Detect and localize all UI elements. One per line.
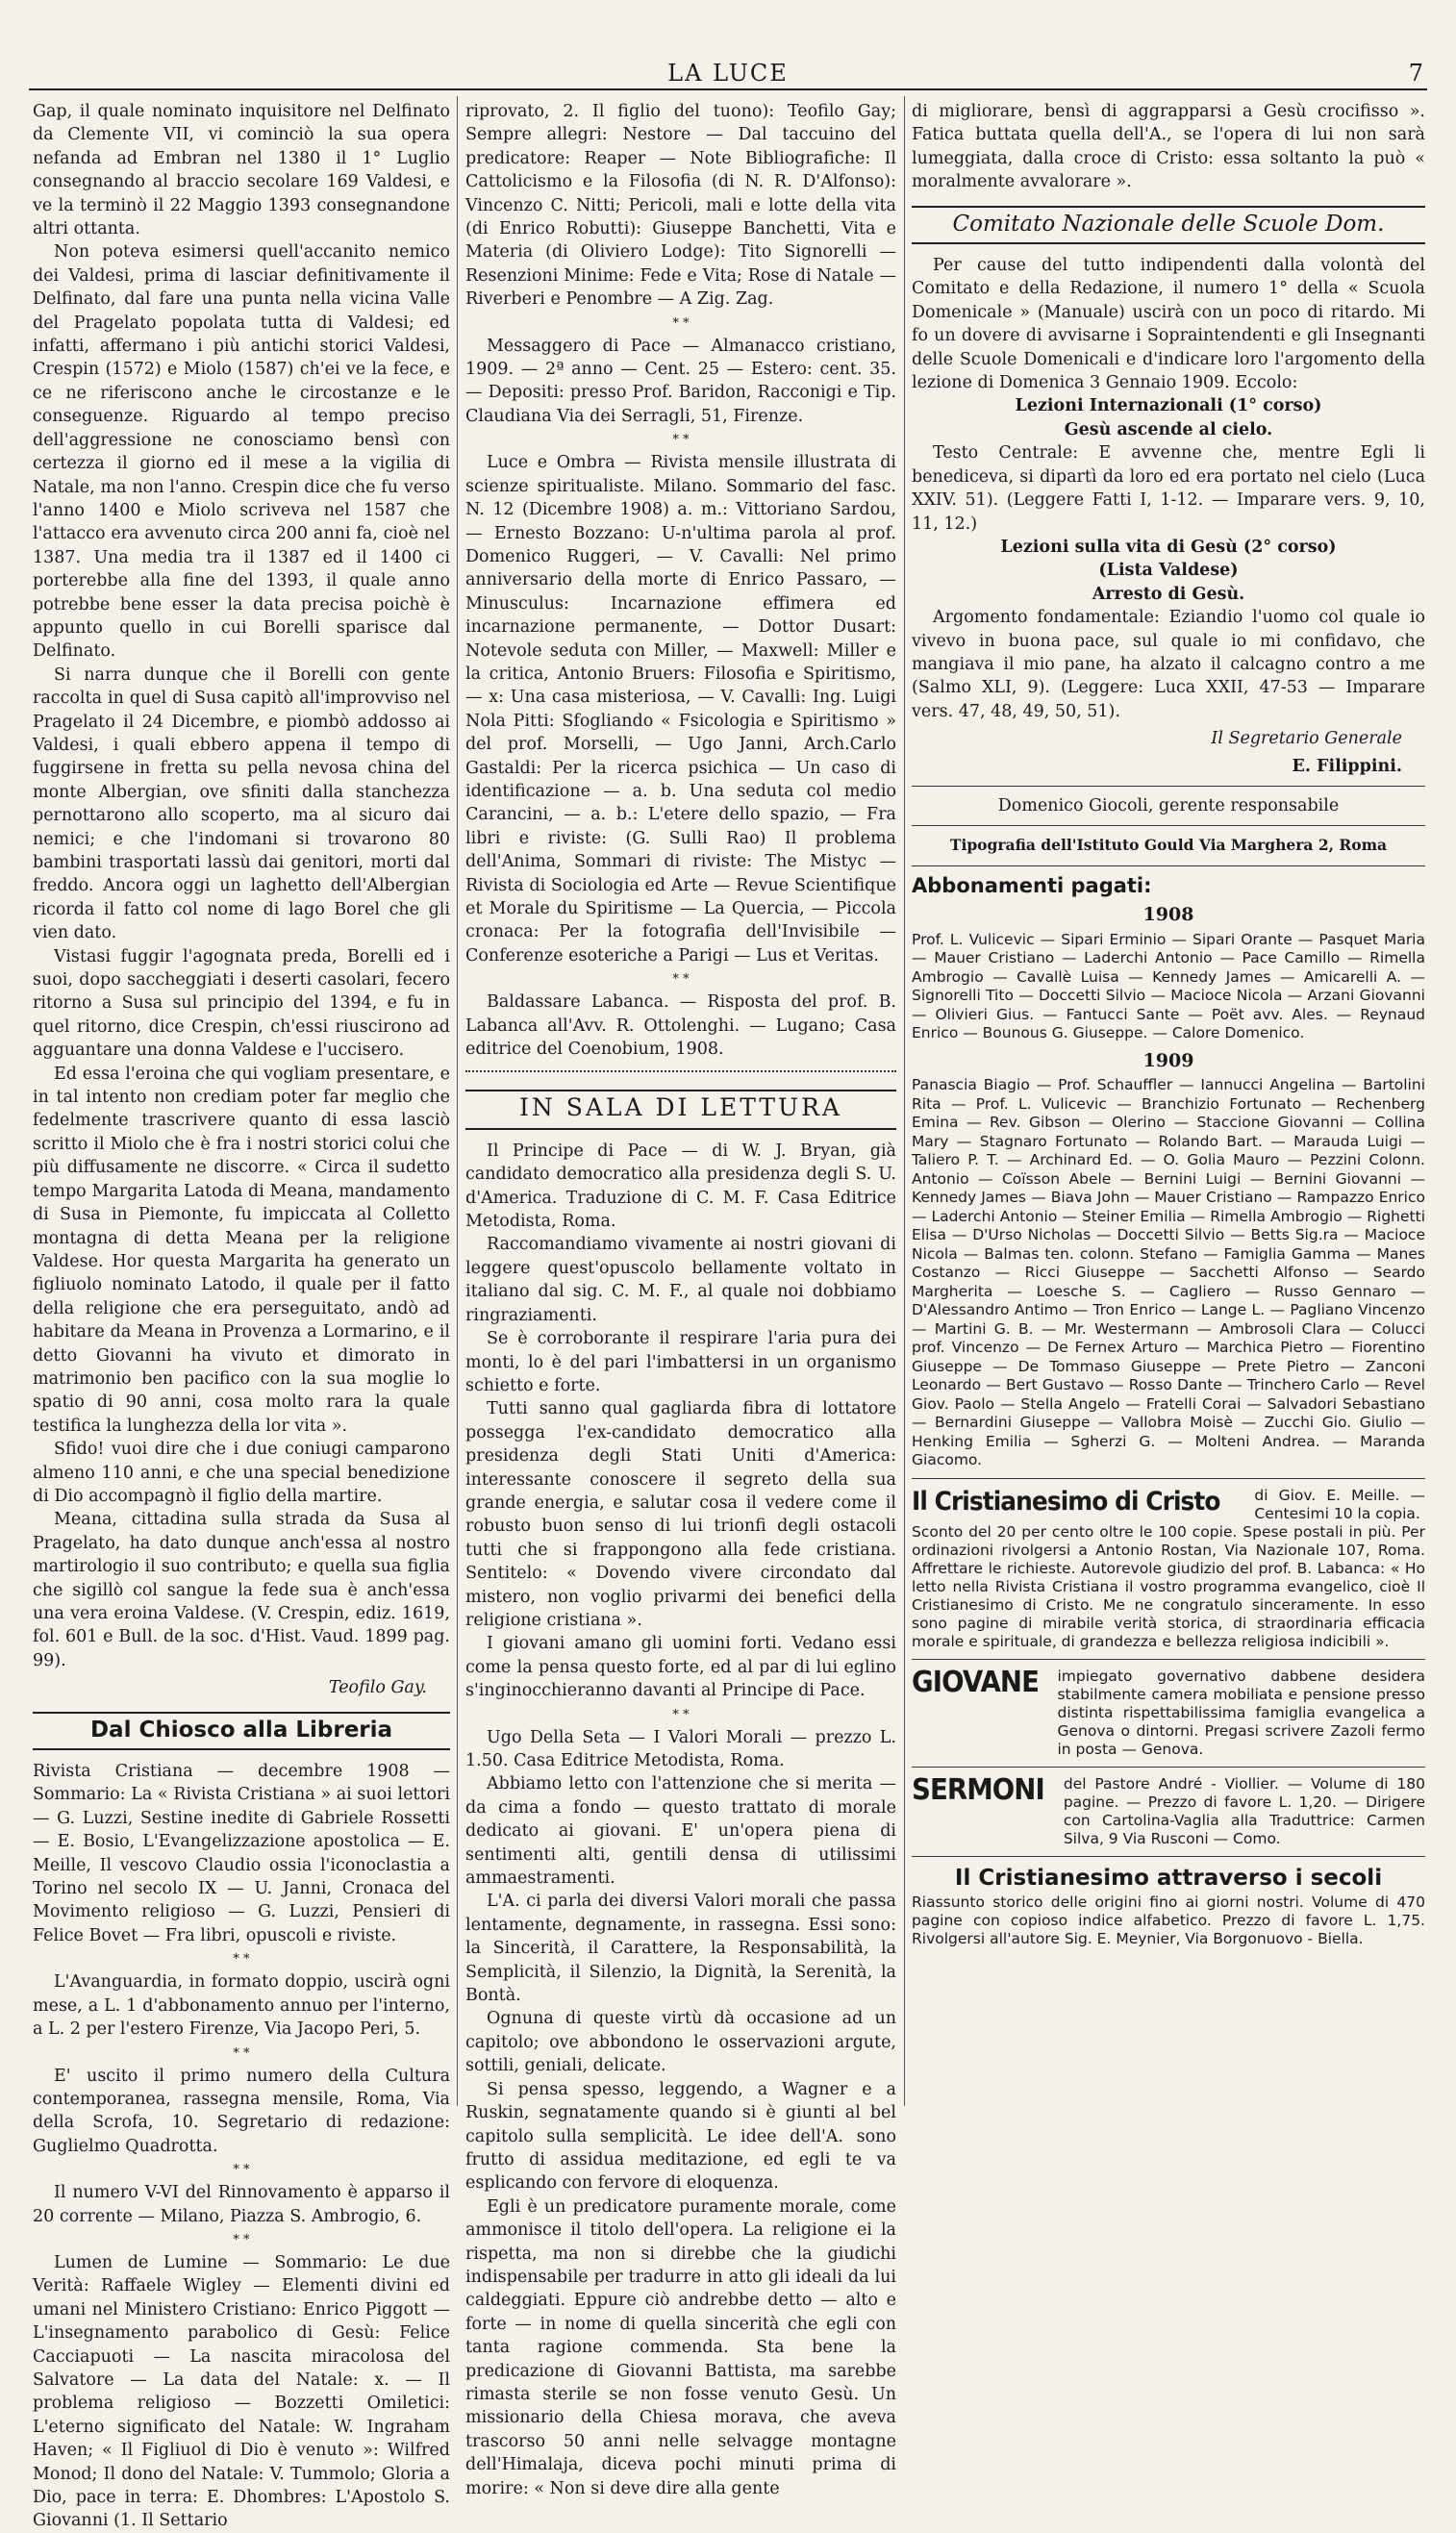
ad-body: Sconto del 20 per cento oltre le 100 copie. Spese postali in più. Per ordinazioni rivolgersi a Antonio Rostan, Via Nazionale 107, Roma. Affrettare le richieste. Autorevole giudizio del prof. B. Labanca: « Ho letto nella Rivista Cristiana il vostro programma evangelico, cioè Il Cristianesimo di Cristo. Me ne congratulo sinceramente. In esso sono pagine di mirabile verità storica, di straordinaria efficacia morale e spirituale, di grandezza e bellezza religiosa indicibili ». [912,1522,1425,1650]
column-divider [457,96,458,2106]
article-signature: Teofilo Gay. [328,1678,427,1698]
lesson-subtitle: (Lista Valdese) [1098,561,1239,581]
section-header [912,206,1425,244]
article-paragraph: L'A. ci parla dei diversi Valori morali che passa lentamente, degnamente, in rassegna. Essi sono: la Sincerità, il Carattere, la Responsabilità, la Semplicità, il Silenzio, la Dignità, la Serenità, la Bontà. [465,1892,896,2006]
page-number: 7 [1408,60,1423,87]
article-paragraph: Ugo Della Seta — I Valori Morali — prezzo L. 1.50. Casa Editrice Metodista, Roma. [465,1727,896,1770]
article-paragraph: Si narra dunque che il Borelli con gente raccolta in quel di Susa capitò all'improvviso nel Pragelato il 24 Dicembre, e piombò addosso ai Valdesi, i quali ebbero appena il tempo di fuggirsene in fretta su pella nevosa china del monte Albergian, ove sfiniti dalla stanchezza pernottarono allo scoperto, ma al sicuro dai nemici; e che l'indomani si trovarono 80 bambini trasportati lassù dai genitori, morti dal freddo. Ancora oggi un laghetto dell'Albergian ricorda il fatto col nome di lago Borel che gli vien dato. [33,665,450,943]
separator-stars: * * [672,433,690,448]
section-title: Dal Chiosco alla Libreria [89,1717,393,1743]
section-header [465,1090,896,1129]
lesson-text: Testo Centrale: E avvenne che, mentre Egli li benediceva, si dipartì da loro ed era portato nel cielo (Luca XXIV. 51). (Leggere Fatti I, 1-12. — Imparare vers. 9, 10, 11, 12.) [912,443,1425,534]
column-divider [904,96,905,2106]
article-paragraph: Per cause del tutto indipendenti dalla volontà del Comitato e della Redazione, il numero 1° della « Scuola Domenicale » (Manuale) uscirà con un poco di ritardo. Mi fo un dovere di avvisarne i Sopraintendenti e gli Insegnanti delle Scuole Domenicali e d'indicare loro l'argomento della lezione di Domenica 3 Gennaio 1909. Eccolo: [912,256,1425,393]
article-paragraph: di migliorare, bensì di aggrapparsi a Gesù crocifisso ». Fatica buttata quella dell'A., se l'opera di lui non sarà lumeggiata, dalla croce di Cristo: essa soltanto la può « moralmente avvalorare ». [912,102,1425,192]
review-item: E' uscito il primo numero della Cultura contemporanea, rassegna mensile, Roma, Via della Scrofa, 10. Segretario di redazione: Guglielmo Quadrotta. [33,2066,450,2156]
ad-headline: Il Cristianesimo di Cristo [912,1486,1220,1517]
ad-body: impiegato governativo dabbene desidera stabilmente camera mobiliata e pensione presso distinta rispettabilissima famiglia evangelica a Genova o dintorni. Pregasi scrivere Zazoli fermo in posta — Genova. [1057,1667,1425,1758]
article-paragraph: Abbiamo letto con l'attenzione che si merita — da cima a fondo — questo trattato di morale dedicato ai giovani. E' un'opera piena di sentimenti alti, gentili densa di utilissimi ammaestramenti. [465,1774,896,1889]
secretary-name: E. Filippini. [1292,756,1402,776]
review-item: Rivista Cristiana — decembre 1908 — Sommario: La « Rivista Cristiana » ai suoi lettori — G. Luzzi, Sestine inedite di Gabriele Rossetti — E. Bosio, L'Evangelizzazione apostolica — E. Meille, Il vescovo Claudio ossia l'iconoclastia a Torino nel secolo IX — U. Janni, Cronaca del Movimento religioso — G. Luzzi, Pensieri di Felice Bovet — Fra libri, opuscoli e riviste. [33,1762,450,1945]
divider [912,1856,1425,1857]
separator-stars: * * [672,972,690,988]
article-paragraph: Ognuna di queste virtù dà occasione ad un capitolo; ove abbondono le osservazioni argute, sottili, geniali, delicate. [465,2009,896,2076]
lesson-subtitle: Gesù ascende al cielo. [1064,419,1273,439]
ad-side-text: di Giov. E. Meille. — Centesimi 10 la copia. [1254,1486,1425,1522]
ad-headline: GIOVANE [912,1665,1040,1699]
lesson-title: Lezioni sulla vita di Gesù (2° corso) [1000,537,1337,557]
review-item: Luce e Ombra — Rivista mensile illustrata di scienze spiritualiste. Milano. Sommario del fasc. N. 12 (Dicembre 1908) a. m.: Vittoriano Sardou, — Ernesto Bozzano: U-n'ultima parola al prof. Domenico Ruggeri, — V. Cavalli: Nel primo anniversario della morte di Enrico Passaro, — Minusculus: Incarnazione effimera ed incarnazione permanente, — Dottor Dusart: Notevole seduta con Miller, — Maxwell: Miller e la critica, Antonio Bruers: Filosofia e Spiritismo, — x: Una casa misteriosa, — V. Cavalli: Ing. Luigi Nola Pitti: Sfogliando « Fsicologia e Spiritismo » del prof. Morselli, — Ugo Janni, Arch.Carlo Gastaldi: Per la ricerca psichica — Un caso di identificazione — a. b. Una seduta col medio Carancini, — a. b.: L'etere dello spazio, — Fra libri e riviste: (G. Sulli Rao) Il problema dell'Anima, Sommari di riviste: The Mistyc — Rivista di Sociologia ed Arte — Revue Scientifique et Morale du Spiritisme — La Quercia, — Piccola cronaca: Per la fotografia dell'Invisibile — Conferenze esoteriche a Parigi — Lus et Veritas. [465,453,896,966]
separator-stars: * * [233,2045,250,2061]
separator-stars: * * [233,2163,250,2178]
article-paragraph: Tutti sanno qual gagliarda fibra di lottatore possegga l'ex-candidato democratico alla presidenza degli Stati Uniti d'America: interessante conoscere il segreto della sua grande energia, e salutar cosa il vedere come il robusto buon senso di lui trionfi degli ostacoli tutti che si frappongono alla fede cristiana. Sentitelo: « Dovendo vivere circondato dal mistero, non voglio privarmi dei benefici della religione cristiana ». [465,1399,896,1630]
separator-stars: * * [672,1707,690,1722]
article-paragraph: Meana, cittadina sulla strada da Susa al Pragelato, ha dato dunque anch'essa al nostro martirologio il suo contributo; e quella sua figlia che sigillò col sangue la fede sua è anch'essa una vera eroina Valdese. (V. Crespin, ediz. 1619, fol. 601 e Bull. de la soc. d'Hist. Vaud. 1899 pag. 99). [33,1510,450,1670]
review-item: L'Avanguardia, in formato doppio, uscirà ogni mese, a L. 1 d'abbonamento annuo per l'interno, a L. 2 per l'estero Firenze, Via Jacopo Peri, 5. [33,1972,450,2040]
lesson-subtitle: Arresto di Gesù. [1092,584,1245,604]
divider [912,1767,1425,1768]
article-paragraph: Si pensa spesso, leggendo, a Wagner e a Ruskin, segnatamente quando si è giunti al bel capitolo sulla semplicità. Le idee dell'A. sono frutto di assidua meditazione, ed egli te va esplicando con fervore di eloquenza. [465,2079,896,2194]
subscriber-list: Prof. L. Vulicevic — Sipari Erminio — Sipari Orante — Pasquet Maria — Mauer Cristiano — Laderchi Antonio — Pace Camillo — Rimella Ambrogio — Cavallè Luisa — Kennedy James — Amicarelli A. — Signorelli Tito — Doccetti Silvio — Macioce Nicola — Arzani Giovanni — Olivieri Gius. — Fantucci Sante — Poët avv. Ales. — Reynaud Enrico — Bounous G. Giuseppe. — Calore Domenico. [912,930,1425,1042]
page-header [29,60,1427,90]
newspaper-title: LA LUCE [667,60,789,87]
column-2 [465,100,896,2500]
review-item: Il numero V-VI del Rinnovamento è apparso il 20 corrente — Milano, Piazza S. Ambrogio, 6. [33,2183,450,2226]
year-heading: 1909 [1142,1049,1194,1071]
article-paragraph: Ed essa l'eroina che qui vogliam presentare, e in tal intento non crediam poter far meglio che fedelmente trascrivere quanto di essa lasciò scritto il Miolo che è fra i nostri storici colui che più diffusamente ne discorre. « Circa il sudetto tempo Margarita Latoda di Meana, mandamento di Susa in Piemonte, fu impiccata al Colletto montagna di detta Meana per la religione Valdese. Hor questa Margarita ha generato un figliuolo nominato Latodo, il quale per il fatto della religione che era perseguitato, andò ad habitare da Meana in Provenza a Lormarino, e il detto Giovanni ha vivuto et dimorato in matrimonio ben pacifico con la sua moglie lo spatio di 90 anni, cosa molto rara la quale testifica la lunghezza della lor vita ». [33,1064,450,1436]
article-paragraph: I giovani amano gli uomini forti. Vedano essi come la pensa questo forte, ed al par di lui eglino s'inginocchieranno davanti al Principe di Pace. [465,1634,896,1701]
article-paragraph: Non poteva esimersi quell'accanito nemico dei Valdesi, prima di lasciar definitivamente il Delfinato, dal fare una punta nella vicina Valle del Pragelato popolata tutta di Valdesi; ed infatti, affermano i più antichi storici Valdesi, Crespin (1572) e Miolo (1587) ch'ei ve la fece, e ce ne riferiscono anche le circostanze e le conseguenze. Riguardo al tempo preciso dell'aggressione ne conosciamo bensì con certezza il giorno ed il mese a la vigilia di Natale, ma non l'anno. Crespin dice che fu verso l'anno 1400 e Miolo scriveva nel 1587 che l'attacco era avvenuto circa 200 anni fa, cioè nel 1387. Una media tra il 1387 ed il 1400 ci porterebbe alla fine del 1393, il quale anno potrebbe bene esser la data precisa poichè è appunto quello in cui Borelli sparisce dal Delfinato. [33,242,450,662]
abbonamenti-title: Abbonamenti pagati: [912,873,1152,897]
tipografia-line: Tipografia dell'Istituto Gould Via Marghera 2, Roma [949,836,1388,855]
column-1 [33,100,450,2533]
divider [912,1478,1425,1479]
divider [912,825,1425,826]
separator-stars: * * [233,2232,250,2247]
ad-headline: SERMONI [912,1772,1044,1807]
advertisement [912,1772,1425,1848]
review-item: riprovato, 2. Il figlio del tuono): Teofilo Gay; Sempre allegri: Nestore — Dal taccuino del predicatore: Reaper — Note Bibliografiche: Il Cattolicismo e la Filosofia (di N. R. D'Alfonso): Vincenzo C. Nitti; Pericoli, mali e lotte della vita (di Enrico Robutti): Giuseppe Banchetti, Vita e Materia (di Oliviero Lodge): Tito Signorelli — Resenzioni Minime: Fede e Vita; Rose di Natale — Riverberi e Penombre — A Zig. Zag. [465,102,896,310]
article-paragraph: Il Principe di Pace — di W. J. Bryan, già candidato democratico alla presidenza degli S. U. d'America. Traduzione di C. M. F. Casa Editrice Metodista, Roma. [465,1141,896,1232]
article-paragraph: Vistasi fuggir l'agognata preda, Borelli ed i suoi, dopo saccheggiati i deserti casolari, fecero ritorno a Susa sul principio del 1394, e fu in quel ritorno, dice Crespin, ch'essi riuscirono ad agguantare una donna Valdese e l'uccisero. [33,946,450,1061]
article-paragraph: Sfido! vuoi dire che i due coniugi camparono almeno 110 anni, e che una special benedizione di Dio accompagnò il figlio della martire. [33,1440,450,1506]
section-title: IN SALA DI LETTURA [519,1093,842,1122]
ad-headline: Il Cristianesimo attraverso i secoli [954,1865,1383,1891]
review-item: Messaggero di Pace — Almanacco cristiano, 1909. — 2ª anno — Cent. 25 — Estero: cent. 35. — Depositi: presso Prof. Baridon, Racconigi e Tip. Claudiana Via dei Serragli, 51, Firenze. [465,336,896,426]
section-title: Comitato Nazionale delle Scuole Dom. [952,211,1385,237]
separator-stars: * * [233,1952,250,1968]
ad-body: Riassunto storico delle origini fino ai giorni nostri. Volume di 470 pagine con copioso indice alfabetico. Prezzo di favore L. 1,75. Rivolgersi all'autore Sig. E. Meynier, Via Borgonuovo - Biella. [912,1893,1425,1947]
section-header [33,1712,450,1750]
advertisement [912,1487,1425,1523]
review-item: Baldassare Labanca. — Risposta del prof. B. Labanca all'Avv. R. Ottolenghi. — Lugano; Casa editrice del Coenobium, 1908. [465,992,896,1060]
wavy-divider [465,1070,896,1078]
divider [912,865,1425,866]
gerente-line: Domenico Giocoli, gerente responsabile [997,795,1340,815]
lesson-title: Lezioni Internazionali (1° corso) [1015,396,1322,416]
separator-stars: * * [672,315,690,331]
year-heading: 1908 [1142,904,1194,926]
divider [912,1659,1425,1660]
advertisement [912,1665,1425,1759]
divider [912,786,1425,787]
review-item: Lumen de Lumine — Sommario: Le due Verità: Raffaele Wigley — Elementi divini ed umani nel Ministero Cristiano: Enrico Piggott — L'insegnamento parabolico di Gesù: Felice Cacciapuoti — La nascita miracolosa del Salvatore — La data del Natale: x. — Il problema religioso — Bozzetti Omiletici: L'eterno significato del Natale: W. Ingraham Haven; « Il Figliuol di Dio è venuto »: Wilfred Monod; Il dono del Natale: V. Tummolo; Gloria a Dio, pace in terra: E. Dhombres: L'Apostolo S. Giovanni (1. Il Settario [33,2252,450,2531]
ad-body: del Pastore André - Viollier. — Volume di 180 pagine. — Prezzo di favore L. 1,20. — Dirigere con Cartolina-Vaglia alla Traduttrice: Carmen Silva, 9 Via Rusconi — Como. [1063,1774,1425,1847]
article-paragraph: Raccomandiamo vivamente ai nostri giovani di leggere quest'opuscolo bellamente voltato in italiano dal sig. C. M. F., al quale noi dobbiamo ringraziamenti. [465,1235,896,1325]
column-3 [912,100,1425,1948]
article-paragraph: Se è corroborante il respirare l'aria pura dei monti, lo è del pari l'imbattersi in un organismo schietto e forte. [465,1329,896,1395]
article-paragraph: Gap, il quale nominato inquisitore nel Delfinato da Clemente VII, vi cominciò la sua opera nefanda ad Embran nel 1380 il 1° Luglio consegnando al braccio secolare 169 Valdesi, e ve la terminò il 22 Maggio 1393 consegnandone altri ottanta. [33,102,450,239]
subscriber-list: Panascia Biagio — Prof. Schauffler — Iannucci Angelina — Bartolini Rita — Prof. L. Vulicevic — Branchizio Fortunato — Rechenberg Emina — Rev. Gibson — Olerino — Staccione Giovanni — Collina Mary — Stagnaro Fortunato — Rolando Bart. — Marauda Luigi — Taliero P. T. — Archinard Ed. — O. Golia Mauro — Pezzini Colonn. Antonio — Coïsson Abele — Bernini Luigi — Bernini Giovanni — Kennedy James — Biava John — Mauer Cristiano — Rampazzo Enrico — Laderchi Antonio — Steiner Emilia — Rimella Ambrogio — Righetti Elisa — D'Urso Nicholas — Doccetti Silvio — Betts Sig.ra — Macioce Nicola — Balmas ten. colonn. Stefano — Famiglia Gamma — Manes Costanzo — Ricci Giuseppe — Sacchetti Alfonso — Seardo Margherita — Loesche S. — Cagliero — Russo Gennaro — D'Alessandro Antimo — Tron Enrico — Lange L. — Pagliano Vincenzo — Martini G. B. — Mr. Westermann — Ambrosoli Clara — Colucci prof. Vincenzo — De Fernex Arturo — Marchica Pietro — Fiorentino Giuseppe — De Tommaso Giuseppe — Prete Pietro — Zanconi Leonardo — Bert Gustavo — Rosso Dante — Trinchero Carlo — Revel Giov. Paolo — Stella Angelo — Fratelli Corai — Salvadori Sebastiano — Bernardini Giuseppe — Vallobra Moisè — Zucchi Gio. Giulio — Henking Emilia — Sgherzi G. — Molteni Andrea. — Maranda Giacomo. [912,1076,1425,1468]
article-paragraph: Egli è un predicatore puramente morale, come ammonisce il titolo dell'opera. La religione ei la rispetta, ma non si direbbe che la giudichi indispensabile per tradurre in atto gli ideali da lui caldeggiati. Eppure ciò andrebbe detto — alto e forte — in nome di quella sincerità che egli con tanta ragione commenda. Sta bene la predicazione di Giovanni Battista, ma sarebbe rimasta sterile se non fosse venuto Gesù. Un missionario della Chiesa morava, che aveva trascorso 50 anni nelle selvagge montagne dell'Himalaja, diceva pochi minuti prima di morire: « Non si deve dire alla gente [465,2196,896,2498]
secretary-title: Il Segretario Generale [1211,729,1402,749]
lesson-text: Argomento fondamentale: Eziandio l'uomo col quale io vivevo in buona pace, sul quale io mi confidavo, che mangiava il mio pane, ha alzato il calcagno contro a me (Salmo XLI, 9). (Leggere: Luca XXII, 47-53 — Imparare vers. 47, 48, 49, 50, 51). [912,608,1425,721]
